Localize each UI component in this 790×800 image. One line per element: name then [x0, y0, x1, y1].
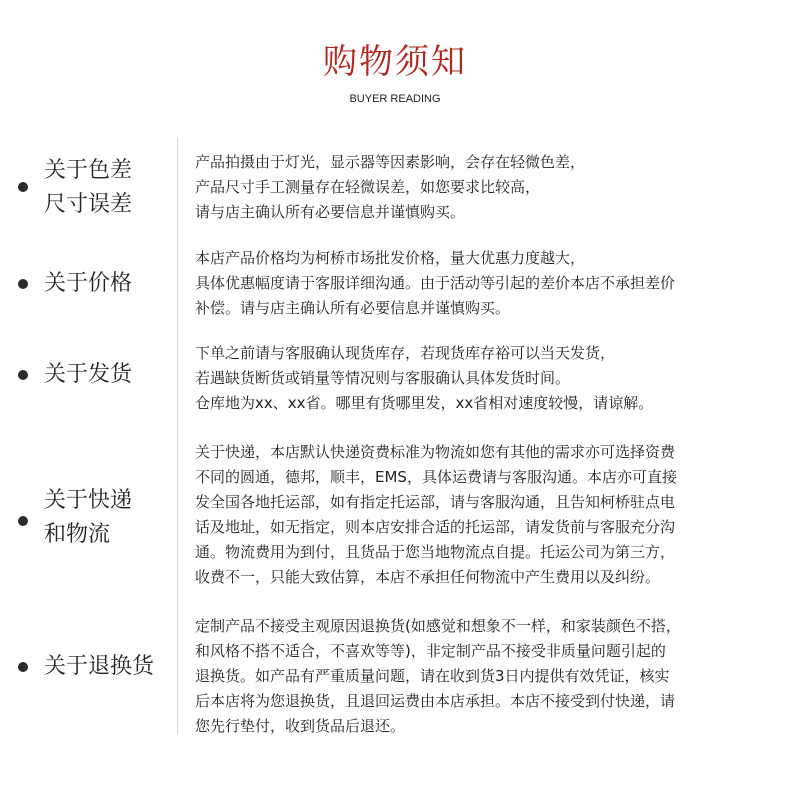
section-label-line: 尺寸误差: [44, 192, 133, 217]
page-title: 购物须知: [323, 42, 467, 82]
description-line: 产品尺寸手工测量存在轻微误差，如您要求比较高，: [195, 178, 541, 196]
bullet-icon: [18, 516, 28, 526]
description-line: 不同的圆通，德邦，顺丰，EMS，具体运费请与客服沟通。本店亦可直接: [195, 468, 677, 486]
section-label: [44, 267, 172, 301]
description-line: 仓库地为xx、xx省。哪里有货哪里发，xx省相对速度较慢，请谅解。: [195, 394, 654, 412]
section-label: [44, 484, 172, 552]
description-line: 和风格不搭不适合，不喜欢等等)，非定制产品不接受非质量问题引起的: [195, 642, 666, 660]
description-line: 下单之前请与客服确认现货库存，若现货库存裕可以当天发货，: [195, 344, 616, 362]
section-description: [195, 150, 770, 225]
section-label-line: 关于退换货: [44, 654, 155, 679]
bullet-icon: [18, 662, 28, 672]
description-line: 定制产品不接受主观原因退换货(如感觉和想象不一样，和家装颜色不搭，: [195, 617, 681, 635]
section-label-line: 关于发货: [44, 362, 133, 387]
section-label-line: 和物流: [44, 522, 111, 547]
section-label: [44, 650, 172, 684]
description-line: 发全国各地托运部，如有指定托运部，请与客服沟通，且告知柯桥驻点电: [195, 493, 676, 511]
section-label: [44, 358, 172, 392]
section-label-line: 关于快递: [44, 488, 133, 513]
section-description: [195, 341, 770, 416]
section-description: [195, 614, 770, 739]
vertical-divider: [177, 138, 178, 734]
bullet-icon: [18, 182, 28, 192]
description-line: 本店产品价格均为柯桥市场批发价格，量大优惠力度越大，: [195, 249, 586, 267]
description-line: 具体优惠幅度请于客服详细沟通。由于活动等引起的差价本店不承担差价: [195, 274, 676, 292]
section-description: [195, 440, 770, 590]
bullet-icon: [18, 370, 28, 380]
description-line: 话及地址，如无指定，则本店安排合适的托运部，请发货前与客服充分沟: [195, 518, 676, 536]
section-description: [195, 246, 770, 321]
section-label-line: 关于色差: [44, 158, 133, 183]
page-subtitle: BUYER READING: [349, 93, 441, 105]
description-line: 通。物流费用为到付，且货品于您当地物流点自提。托运公司为第三方，: [195, 543, 676, 561]
description-line: 若遇缺货断货或销量等情况则与客服确认具体发货时间。: [195, 369, 571, 387]
description-line: 后本店将为您退换货，且退回运费由本店承担。本店不接受到付快递，请: [195, 692, 676, 710]
description-line: 您先行垫付，收到货品后退还。: [195, 717, 406, 735]
description-line: 产品拍摄由于灯光，显示器等因素影响，会存在轻微色差，: [195, 153, 586, 171]
description-line: 补偿。请与店主确认所有必要信息并谨慎购买。: [195, 299, 511, 317]
section-label: [44, 154, 172, 222]
description-line: 请与店主确认所有必要信息并谨慎购买。: [195, 203, 466, 221]
section-label-line: 关于价格: [44, 271, 133, 296]
description-line: 关于快递，本店默认快递资费标准为物流如您有其他的需求亦可选择资费: [195, 443, 676, 461]
bullet-icon: [18, 279, 28, 289]
description-line: 退换货。如产品有严重质量问题，请在收到货3日内提供有效凭证，核实: [195, 667, 670, 685]
description-line: 收费不一，只能大致估算，本店不承担任何物流中产生费用以及纠纷。: [195, 568, 661, 586]
